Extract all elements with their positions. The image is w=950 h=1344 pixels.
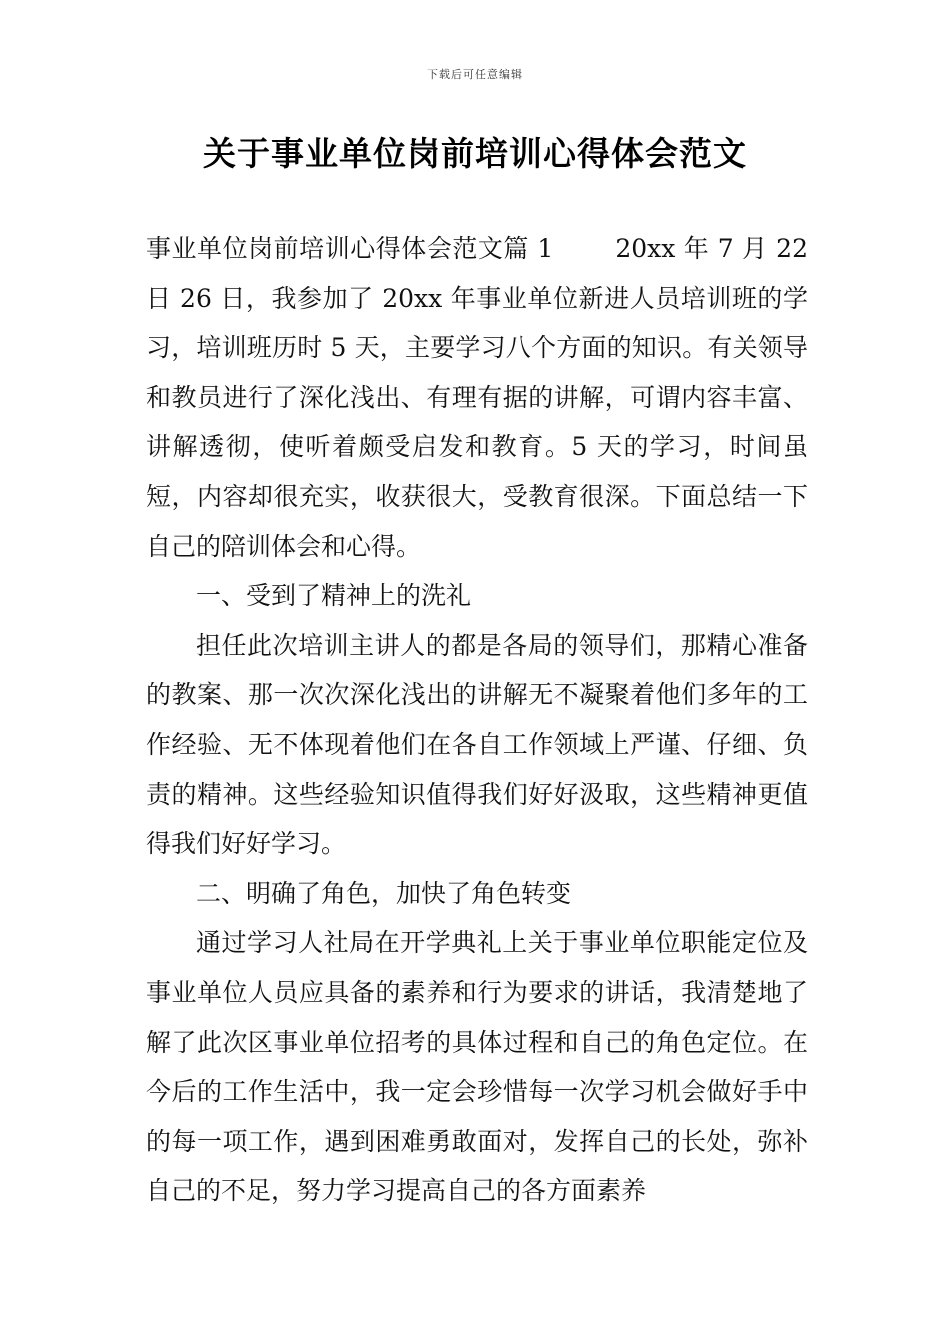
intro-text: 20xx 年 7 月 22 日 26 日，我参加了 20xx 年事业单位新进人员培训班的学习，培训班历时 5 天，主要学习八个方面的知识。有关领导和教员进行了深化浅出、有理有据的讲解，可谓内容丰富、讲解透彻，使听着颇受启发和教育。5 天的学习，时间虽短，内容却很充实，收获很大，受教育很深。下面总结一下自己的陪训体会和心得。 bbox=[146, 234, 808, 561]
section-1-paragraph: 担任此次培训主讲人的都是各局的领导们，那精心准备的教案、那一次次深化浅出的讲解无不凝聚着他们多年的工作经验、无不体现着他们在各自工作领域上严谨、仔细、负责的精神。这些经验知识值得我们好好汲取，这些精神更值得我们好好学习。 bbox=[146, 630, 808, 859]
section-2-heading: 二、明确了角色，加快了角色转变 bbox=[196, 878, 572, 908]
section-1-heading: 一、受到了精神上的洗礼 bbox=[196, 581, 472, 611]
intro-label: 事业单位岗前培训心得体会范文篇 1 bbox=[146, 234, 554, 263]
section-2-paragraph: 通过学习人社局在开学典礼上关于事业单位职能定位及事业单位人员应具备的素养和行为要求的讲话，我清楚地了解了此次区事业单位招考的具体过程和自己的角色定位。在今后的工作生活中，我一定会珍惜每一次学习机会做好手中的每一项工作，遇到困难勇敢面对，发挥自己的长处，弥补自己的不足，努力学习提高自己的各方面素养 bbox=[146, 928, 808, 1206]
header-note: 下载后可任意编辑 bbox=[427, 68, 523, 81]
document-title: 关于事业单位岗前培训心得体会范文 bbox=[203, 134, 747, 173]
document-body bbox=[146, 224, 808, 1216]
intro-paragraph bbox=[146, 224, 808, 571]
